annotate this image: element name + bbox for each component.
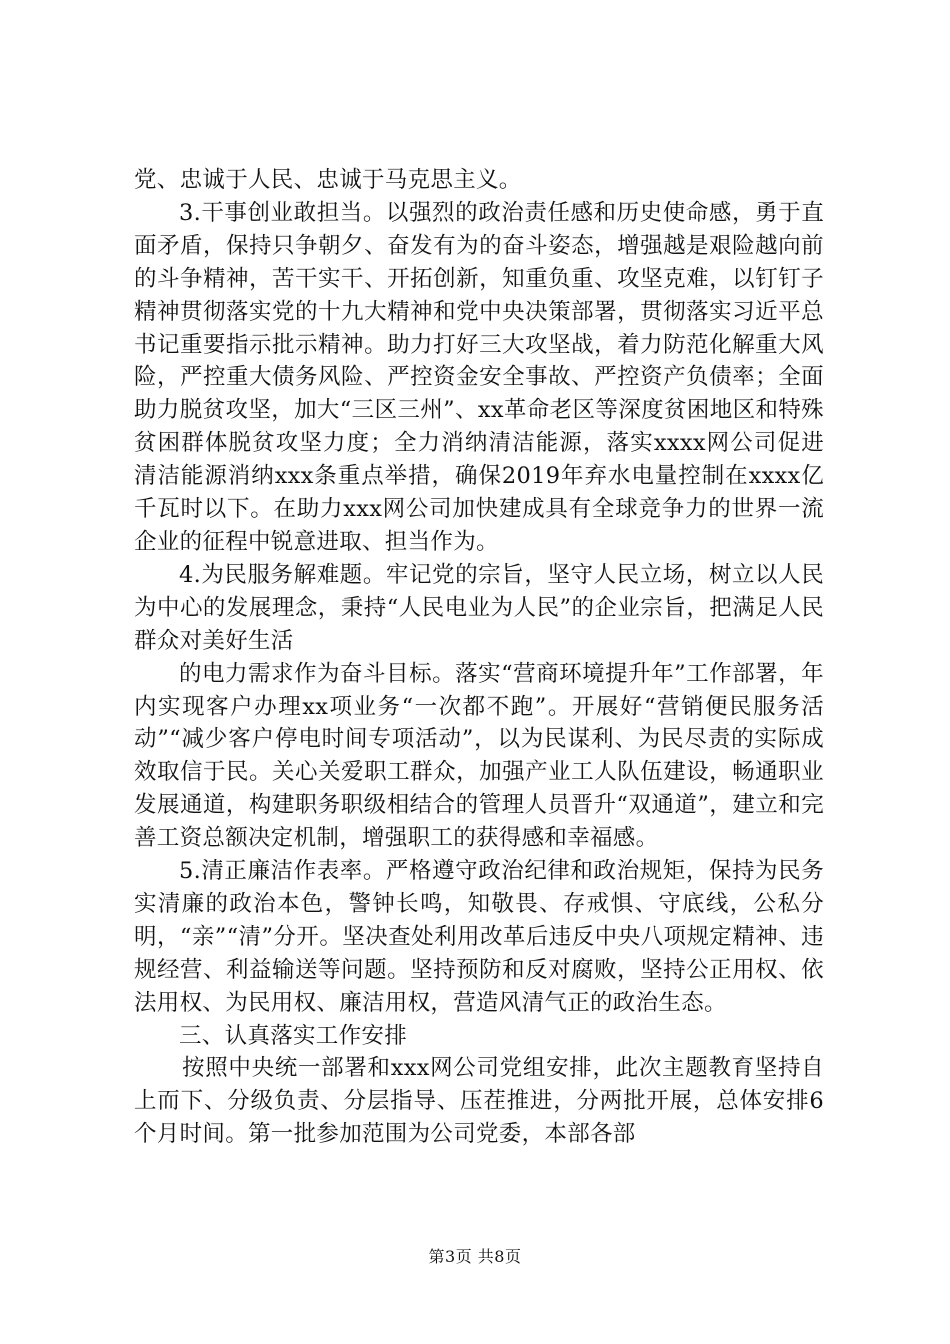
- paragraph-continuation: 党、忠诚于人民、忠诚于马克思主义。: [134, 167, 522, 193]
- paragraph-item-4-part1: 4.为民服务解难题。牢记党的宗旨，坚守人民立场，树立以人民为中心的发展理念，秉持“人民电业为人民”的企业宗旨，把满足人民群众对美好生活: [134, 561, 824, 654]
- paragraph-item-5: 5.清正廉洁作表率。严格遵守政治纪律和政治规矩，保持为民务实清廉的政治本色，警钟长鸣，知敬畏、存戒惧、守底线，公私分明，“亲”“清”分开。坚决查处利用改革后违反中央八项规定精神、违规经营、利益输送等问题。坚持预防和反对腐败，坚持公正用权、依法用权、为民用权、廉洁用权，营造风清气正的政治生态。: [134, 858, 824, 1016]
- paragraph-item-3: 3.干事创业敢担当。以强烈的政治责任感和历史使命感，勇于直面矛盾，保持只争朝夕、奋发有为的奋斗姿态，增强越是艰险越向前的斗争精神，苦干实干、开拓创新，知重负重、攻坚克难，以钉钉子精神贯彻落实党的十九大精神和党中央决策部署，贯彻落实习近平总书记重要指示批示精神。助力打好三大攻坚战，着力防范化解重大风险，严控重大债务风险、严控资金安全事故、严控资产负债率；全面助力脱贫攻坚，加大“三区三州”、xx革命老区等深度贫困地区和特殊贫困群体脱贫攻坚力度；全力消纳清洁能源，落实xxxx网公司促进清洁能源消纳xxx条重点举措，确保2019年弃水电量控制在xxxx亿千瓦时以下。在助力xxx网公司加快建成具有全球竞争力的世界一流企业的征程中锐意进取、担当作为。: [134, 199, 824, 555]
- section-heading-3: 三、认真落实工作安排: [179, 1022, 408, 1049]
- paragraph-section-3-intro: 按照中央统一部署和xxx网公司党组安排，此次主题教育坚持自上而下、分级负责、分层指导、压茬推进，分两批开展，总体安排6个月时间。第一批参加范围为公司党委，本部各部: [134, 1055, 824, 1148]
- paragraph-item-4-part2: 的电力需求作为奋斗目标。落实“营商环境提升年”工作部署，年内实现客户办理xx项业务“一次都不跑”。开展好“营销便民服务活动”“减少客户停电时间专项活动”，以为民谋利、为民尽责的实际成效取信于民。关心关爱职工群众，加强产业工人队伍建设，畅通职业发展通道，构建职务职级相结合的管理人员晋升“双通道”，建立和完善工资总额决定机制，增强职工的获得感和幸福感。: [134, 660, 824, 852]
- document-body: [134, 164, 824, 1151]
- page-footer: 第3页 共8页: [428, 1247, 522, 1266]
